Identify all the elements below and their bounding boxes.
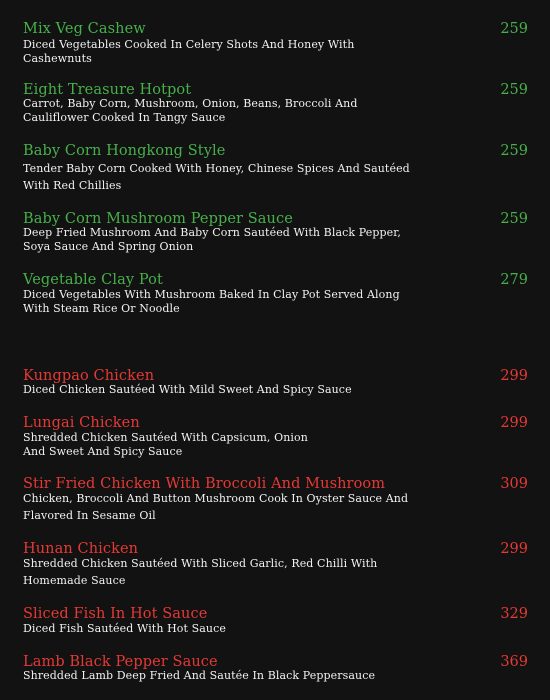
item-description-line: Carrot, Baby Corn, Mushroom, Onion, Beans, Broccoli And xyxy=(23,97,358,110)
item-description-line: Chicken, Broccoli And Button Mushroom Cook In Oyster Sauce And xyxy=(23,492,409,505)
item-name: Hunan Chicken xyxy=(23,541,139,557)
item-name: Mix Veg Cashew xyxy=(23,21,146,37)
item-name: Lamb Black Pepper Sauce xyxy=(23,654,218,670)
item-price: 279 xyxy=(500,272,528,288)
item-price: 299 xyxy=(500,541,528,557)
item-description-line: Deep Fried Mushroom And Baby Corn Sautéed With Black Pepper, xyxy=(23,226,402,239)
item-price: 299 xyxy=(500,368,528,384)
item-name: Baby Corn Mushroom Pepper Sauce xyxy=(23,211,293,227)
item-price: 259 xyxy=(500,143,528,159)
item-description-line: Diced Vegetables Cooked In Celery Shots And Honey With xyxy=(23,38,355,51)
item-price: 329 xyxy=(500,606,528,622)
item-price: 259 xyxy=(500,211,528,227)
item-description-line: With Red Chillies xyxy=(23,179,122,192)
item-description-line: Tender Baby Corn Cooked With Honey, Chinese Spices And Sautéed xyxy=(23,162,410,175)
item-name: Stir Fried Chicken With Broccoli And Mushroom xyxy=(23,476,386,492)
item-price: 259 xyxy=(500,21,528,37)
item-name: Lungai Chicken xyxy=(23,415,140,431)
item-name: Baby Corn Hongkong Style xyxy=(23,143,226,159)
item-description-line: Shredded Chicken Sautéed With Capsicum, Onion xyxy=(23,431,308,444)
item-name: Kungpao Chicken xyxy=(23,368,155,384)
item-price: 369 xyxy=(500,654,528,670)
item-price: 299 xyxy=(500,415,528,431)
item-price: 259 xyxy=(500,82,528,98)
item-description-line: With Steam Rice Or Noodle xyxy=(23,302,180,315)
item-description-line: Shredded Chicken Sautéed With Sliced Garlic, Red Chilli With xyxy=(23,557,378,570)
item-description-line: Homemade Sauce xyxy=(23,574,126,587)
item-description-line: And Sweet And Spicy Sauce xyxy=(23,445,183,458)
item-description-line: Cashewnuts xyxy=(23,52,92,65)
item-description-line: Diced Vegetables With Mushroom Baked In Clay Pot Served Along xyxy=(23,288,400,301)
item-name: Eight Treasure Hotpot xyxy=(23,82,192,98)
item-description-line: Diced Chicken Sautéed With Mild Sweet And Spicy Sauce xyxy=(23,383,352,396)
item-name: Sliced Fish In Hot Sauce xyxy=(23,606,208,622)
item-name: Vegetable Clay Pot xyxy=(23,272,163,288)
item-description-line: Diced Fish Sautéed With Hot Sauce xyxy=(23,622,226,635)
item-description-line: Flavored In Sesame Oil xyxy=(23,509,156,522)
item-price: 309 xyxy=(500,476,528,492)
item-description-line: Soya Sauce And Spring Onion xyxy=(23,240,194,253)
item-description-line: Cauliflower Cooked In Tangy Sauce xyxy=(23,111,226,124)
item-description-line: Shredded Lamb Deep Fried And Sautée In Black Peppersauce xyxy=(23,669,376,682)
